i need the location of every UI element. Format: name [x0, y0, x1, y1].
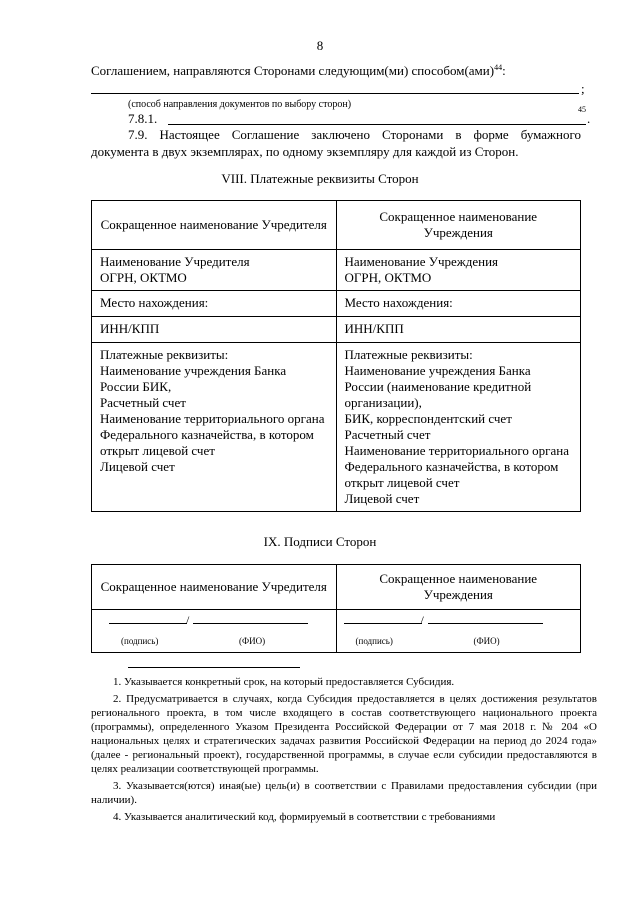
sig-institution-slash: /: [420, 613, 424, 627]
sig-founder-slash: /: [186, 613, 190, 627]
method-fill-line: [91, 93, 579, 94]
footnotes: [91, 675, 597, 824]
footnote-ref-44: 44: [494, 63, 503, 72]
section-9-title: IX. Подписи Сторон: [263, 534, 377, 549]
method-semicolon: ;: [581, 81, 585, 96]
section-8-title: VIII. Платежные реквизиты Сторон: [221, 171, 419, 186]
sig-institution-cell: [336, 610, 581, 653]
req-founder-payment-label: Платежные реквизиты:: [100, 347, 229, 362]
footnote-2: 2. Предусматривается в случаях, когда Субсидия предоставляется в целях достижения результатов регионального проекта, в том числе входящего в состав соответствующего национального проекта (программы), определенного Указом Президента Российской Федерации от 7 мая 2018 г. № 204 «О национальных целях и стратегических задачах развития Российской Федерации на период до 2024 года» (далее - региональный проект), государственной программы, в случае если субсидии предоставляются в целях реализации соответствующей программы.: [91, 693, 597, 775]
req-institution-name-cell: [336, 250, 581, 291]
sig-founder-sign-line: [109, 623, 187, 624]
sig-founder-fio-label: (ФИО): [239, 636, 266, 646]
intro-colon: :: [502, 63, 506, 78]
sig-institution-fio-line: [428, 623, 543, 624]
sig-founder-sign-label: (подпись): [121, 636, 159, 646]
sig-founder-cell: [92, 610, 337, 653]
req-founder-account: Расчетный счет: [100, 395, 186, 410]
sig-institution-fio-label: (ФИО): [473, 636, 500, 646]
req-institution-treasury: Наименование территориального органа Федерального казначейства, в котором открыт лицевой счет: [344, 443, 569, 490]
req-founder-inn: ИНН/КПП: [92, 317, 337, 343]
req-founder-name-cell: [92, 250, 337, 291]
footnote-ref-45: 45: [578, 105, 586, 114]
req-founder-name: Наименование Учредителя: [100, 254, 250, 269]
req-institution-personal-account: Лицевой счет: [344, 491, 420, 506]
req-institution-bik: БИК, корреспондентский счет: [344, 411, 512, 426]
req-institution-inn: ИНН/КПП: [336, 317, 581, 343]
req-header-institution: Сокращенное наименование Учреждения: [336, 201, 581, 250]
req-institution-account: Расчетный счет: [344, 427, 431, 442]
intro-text: Соглашением, направляются Сторонами следующим(ми) способом(ами): [91, 63, 495, 78]
item-781-fill-line: [168, 124, 586, 125]
req-founder-payment-cell: [92, 343, 337, 512]
req-founder-treasury: Наименование территориального органа Федерального казначейства, в котором открыт лицевой счет: [100, 411, 325, 458]
footnote-3: 3. Указывается(ются) иная(ые) цель(и) в соответствии с Правилами предоставления субсидии (при наличии).: [91, 780, 597, 806]
sig-institution-sign-line: [344, 623, 422, 624]
intro-line: [91, 62, 591, 79]
item-781-period: .: [587, 111, 591, 126]
method-caption: (способ направления документов по выбору сторон): [128, 99, 352, 110]
req-institution-name: Наименование Учреждения: [344, 254, 499, 269]
footnote-separator: [128, 667, 300, 668]
signatures-table: [91, 564, 581, 653]
item-781-ref: [578, 104, 586, 121]
page-number: 8: [316, 38, 324, 53]
sig-header-founder: Сокращенное наименование Учредителя: [92, 565, 337, 610]
req-founder-address: Место нахождения:: [92, 291, 337, 317]
req-founder-ogrn: ОГРН, ОКТМО: [100, 270, 187, 285]
sig-founder-fio-line: [193, 623, 308, 624]
footnote-4: 4. Указывается аналитический код, формируемый в соответствии с требованиями: [113, 811, 496, 823]
item-781-number: 7.8.1.: [128, 111, 158, 126]
req-institution-ogrn: ОГРН, ОКТМО: [344, 270, 432, 285]
req-founder-personal-account: Лицевой счет: [100, 459, 175, 474]
sig-header-institution: Сокращенное наименование Учреждения: [336, 565, 581, 610]
sig-institution-sign-label: (подпись): [355, 636, 393, 646]
req-institution-address: Место нахождения:: [336, 291, 581, 317]
req-institution-payment-label: Платежные реквизиты:: [344, 347, 473, 362]
req-header-founder: Сокращенное наименование Учредителя: [92, 201, 337, 250]
req-institution-bank: Наименование учреждения Банка России (наименование кредитной организации),: [344, 363, 532, 410]
req-founder-bank: Наименование учреждения Банка России БИК,: [100, 363, 287, 394]
item-79-paragraph: 7.9. Настоящее Соглашение заключено Сторонами в форме бумажного документа в двух экземплярах, по одному экземпляру для каждой из Сторон.: [91, 127, 581, 159]
payment-requisites-table: [91, 200, 581, 512]
footnote-1: 1. Указывается конкретный срок, на который предоставляется Субсидия.: [113, 676, 455, 688]
req-institution-payment-cell: [336, 343, 581, 512]
